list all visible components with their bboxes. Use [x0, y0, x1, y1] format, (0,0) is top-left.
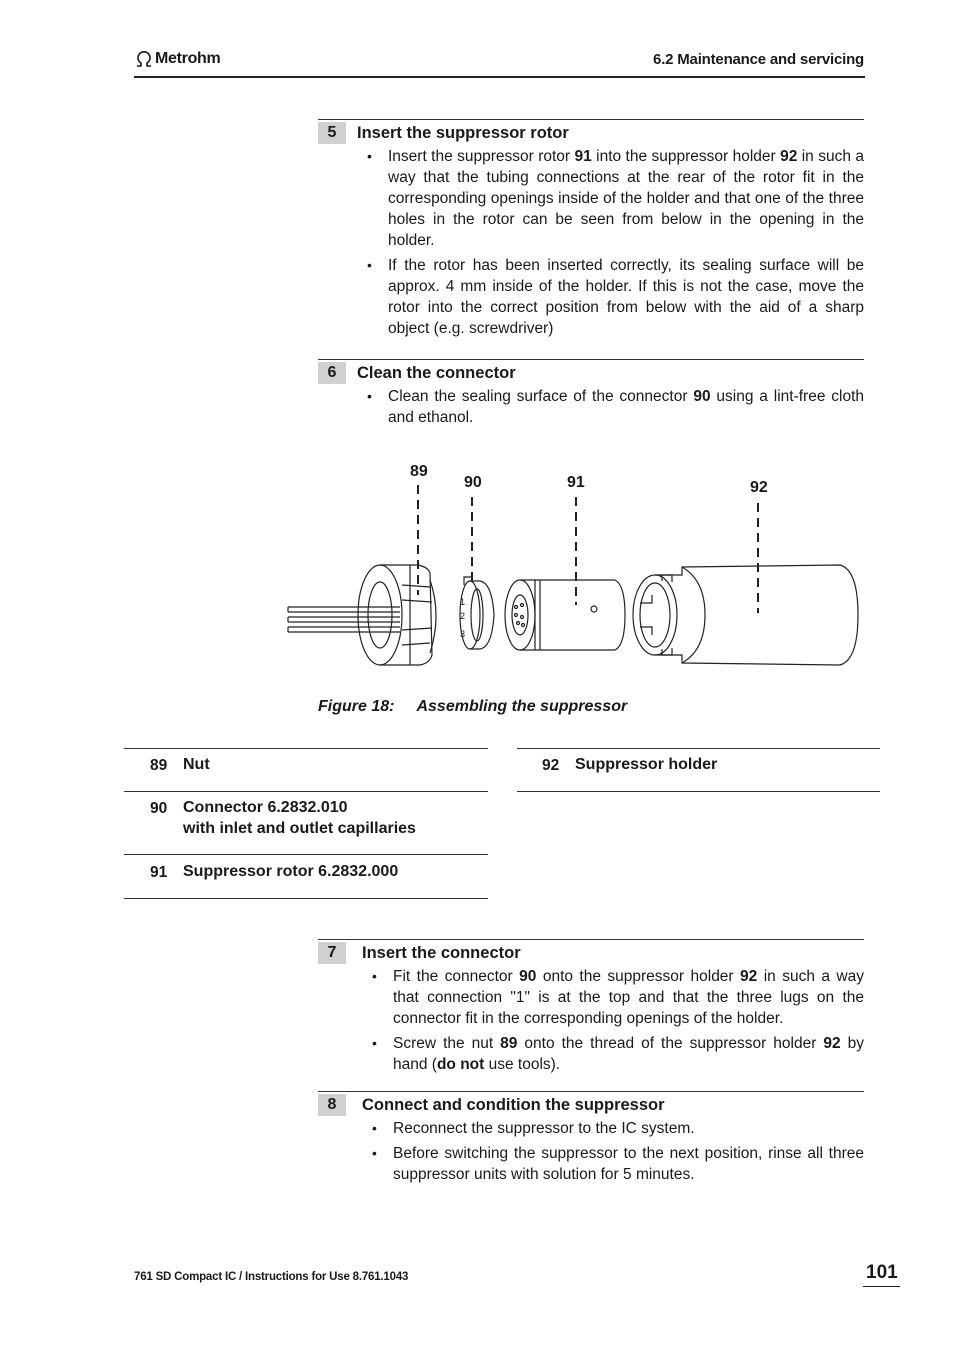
suppressor-assembly-figure — [280, 455, 870, 680]
footer-text: 761 SD Compact IC / Instructions for Use 8.761.1043 — [134, 1271, 409, 1283]
legend-rule — [124, 898, 488, 899]
legend-rule — [124, 748, 488, 749]
legend-rule — [124, 854, 488, 855]
step-number: 6 — [318, 362, 346, 384]
figure-caption — [318, 698, 627, 716]
legend-rule — [124, 791, 488, 792]
legend-number: 92 — [542, 757, 560, 774]
legend-number: 91 — [150, 864, 168, 881]
bullet-item: • Reconnect the suppressor to the IC system. — [372, 1120, 695, 1137]
item-reference: 92 — [740, 968, 758, 985]
header-rule — [134, 76, 865, 78]
step-number: 8 — [318, 1094, 346, 1116]
step-body — [372, 1118, 864, 1189]
item-reference: 92 — [780, 148, 798, 165]
logo-text: Metrohm — [155, 50, 221, 67]
legend-number: 89 — [150, 757, 168, 774]
callout-label: 90 — [464, 474, 482, 491]
figure-caption-text: Assembling the suppressor — [416, 698, 628, 715]
bullet-item: • Fit the connector 90 onto the suppressor holder 92 in such a way that connection "1" is at the top and that the three lugs on the connector fit in the corresponding openings of the holder. — [372, 968, 864, 1027]
step-body — [367, 386, 865, 432]
item-reference: do not — [436, 1056, 485, 1073]
rotor-part — [505, 580, 625, 650]
connector-part — [460, 577, 494, 649]
holder-part — [633, 565, 858, 665]
step-title: Insert the connector — [362, 944, 521, 962]
bullet-item: • Clean the sealing surface of the connector 90 using a lint-free cloth and ethanol. — [367, 388, 865, 426]
bullet-item: • Insert the suppressor rotor 91 into the suppressor holder 92 in such a way that the tubing connections at the rear of the rotor fit in the corresponding openings inside of the holder and that one of the three holes in the rotor can be seen from below in the opening in the holder. — [367, 148, 864, 249]
connection-mark: 3 — [460, 629, 466, 639]
page-number: 101 — [866, 1262, 898, 1283]
item-reference: 90 — [693, 388, 711, 405]
omega-logo-icon — [135, 51, 153, 67]
connection-mark: 2 — [460, 611, 466, 621]
bullet-item: • If the rotor has been inserted correctly, its sealing surface will be approx. 4 mm inside of the holder. If this is not the case, move the rotor into the correct position from below with the aid of a sharp object (e.g. screwdriver) — [367, 257, 864, 337]
bullet-item: • Screw the nut 89 onto the thread of the suppressor holder 92 by hand (do not use tools). — [372, 1035, 864, 1073]
connection-mark: 1 — [460, 597, 466, 607]
page-number-rule — [863, 1286, 900, 1287]
step-body — [372, 966, 864, 1079]
step-6 — [318, 359, 864, 434]
step-title: Clean the connector — [357, 364, 516, 382]
bullet-item: • Before switching the suppressor to the next position, rinse all three suppressor units with solution for 5 minutes. — [372, 1145, 864, 1183]
item-reference: 91 — [574, 148, 592, 165]
step-7 — [318, 939, 864, 1079]
legend-rule — [517, 748, 880, 749]
legend-text: Connector 6.2832.010 with inlet and outlet capillaries — [183, 799, 416, 837]
step-number: 5 — [318, 122, 346, 144]
metrohm-logo — [135, 50, 220, 68]
legend-text: Suppressor rotor 6.2832.000 — [183, 863, 399, 880]
capillaries — [288, 607, 400, 632]
item-reference: 92 — [823, 1035, 841, 1052]
legend-rule — [517, 791, 880, 792]
step-number: 7 — [318, 942, 346, 964]
step-8 — [318, 1091, 864, 1191]
legend-text: Suppressor holder — [575, 756, 718, 773]
nut-part — [358, 565, 436, 665]
step-title: Insert the suppressor rotor — [357, 124, 569, 142]
legend-number: 90 — [150, 800, 168, 817]
callout-label: 89 — [410, 463, 428, 480]
figure-label: Figure 18: — [318, 698, 395, 715]
step-title: Connect and condition the suppressor — [362, 1096, 665, 1114]
callout-label: 91 — [567, 474, 585, 491]
callout-label: 92 — [750, 479, 768, 496]
item-reference: 89 — [500, 1035, 518, 1052]
item-reference: 90 — [519, 968, 537, 985]
section-title: 6.2 Maintenance and servicing — [653, 51, 864, 68]
step-body — [367, 146, 864, 343]
legend-text: Nut — [183, 756, 210, 773]
step-5 — [318, 119, 864, 344]
